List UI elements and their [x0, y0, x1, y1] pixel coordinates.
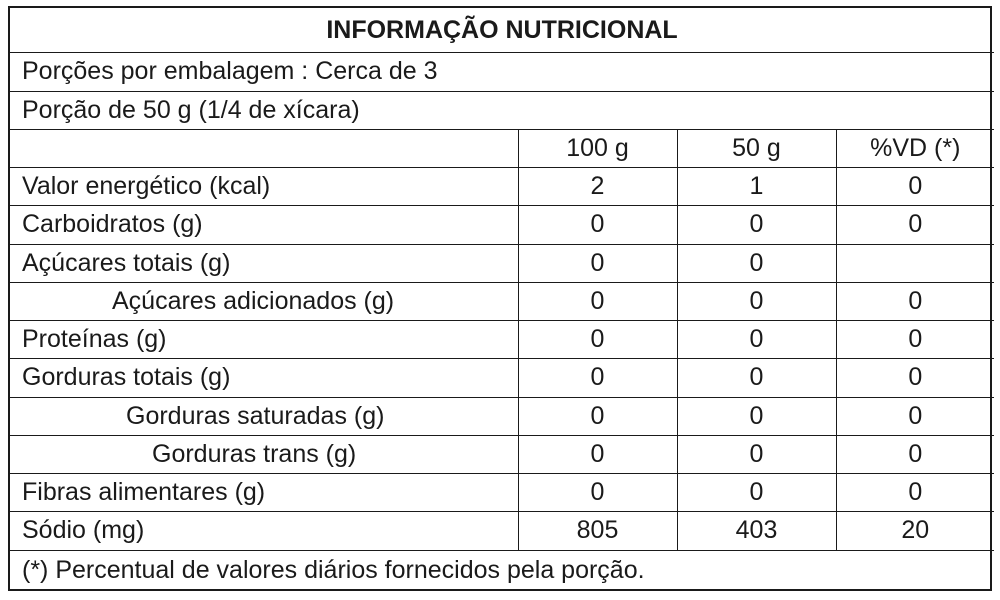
table-row	[10, 168, 994, 206]
value-50g: 0	[677, 359, 836, 397]
value-100g: 0	[518, 321, 677, 359]
value-100g: 0	[518, 244, 677, 282]
nutrient-name: Fibras alimentares (g)	[10, 474, 518, 512]
value-vd: 0	[836, 168, 994, 206]
value-vd: 0	[836, 474, 994, 512]
value-100g: 0	[518, 359, 677, 397]
nutrient-name: Sódio (mg)	[10, 512, 518, 550]
value-50g: 1	[677, 168, 836, 206]
column-header-vd: %VD (*)	[836, 129, 994, 167]
table-row	[10, 474, 994, 512]
value-50g: 0	[677, 244, 836, 282]
value-50g: 0	[677, 282, 836, 320]
value-vd: 0	[836, 397, 994, 435]
nutrient-name: Gorduras totais (g)	[10, 359, 518, 397]
serving-size: Porção de 50 g (1/4 de xícara)	[10, 91, 994, 129]
value-50g: 0	[677, 321, 836, 359]
value-100g: 805	[518, 512, 677, 550]
title-row	[10, 8, 994, 53]
nutrient-name: Gorduras saturadas (g)	[10, 397, 518, 435]
value-vd: 0	[836, 282, 994, 320]
nutrient-name: Carboidratos (g)	[10, 206, 518, 244]
value-50g: 0	[677, 206, 836, 244]
value-vd: 0	[836, 359, 994, 397]
footnote-row	[10, 550, 994, 589]
value-vd: 0	[836, 435, 994, 473]
value-50g: 0	[677, 435, 836, 473]
value-vd: 20	[836, 512, 994, 550]
value-100g: 0	[518, 397, 677, 435]
column-header-50g: 50 g	[677, 129, 836, 167]
value-50g: 403	[677, 512, 836, 550]
nutrient-name: Açúcares adicionados (g)	[10, 282, 518, 320]
value-vd: 0	[836, 321, 994, 359]
servings-row	[10, 53, 994, 91]
value-vd	[836, 244, 994, 282]
table-row	[10, 359, 994, 397]
value-50g: 0	[677, 397, 836, 435]
table-row	[10, 397, 994, 435]
header-empty-cell	[10, 129, 518, 167]
value-100g: 0	[518, 282, 677, 320]
value-100g: 2	[518, 168, 677, 206]
nutrient-name: Gorduras trans (g)	[10, 435, 518, 473]
nutrient-name: Valor energético (kcal)	[10, 168, 518, 206]
table-row	[10, 512, 994, 550]
column-header-100g: 100 g	[518, 129, 677, 167]
nutrient-name: Açúcares totais (g)	[10, 244, 518, 282]
column-header-row	[10, 129, 994, 167]
table-row	[10, 282, 994, 320]
table-row	[10, 244, 994, 282]
value-vd: 0	[836, 206, 994, 244]
value-50g: 0	[677, 474, 836, 512]
footnote: (*) Percentual de valores diários fornecidos pela porção.	[10, 550, 994, 589]
serving-size-row	[10, 91, 994, 129]
table-row	[10, 321, 994, 359]
table-title: INFORMAÇÃO NUTRICIONAL	[10, 8, 994, 53]
value-100g: 0	[518, 474, 677, 512]
nutrient-name: Proteínas (g)	[10, 321, 518, 359]
nutrition-table	[10, 8, 994, 589]
table-row	[10, 435, 994, 473]
value-100g: 0	[518, 206, 677, 244]
nutrition-facts-label	[8, 6, 992, 591]
value-100g: 0	[518, 435, 677, 473]
servings-per-package: Porções por embalagem : Cerca de 3	[10, 53, 994, 91]
table-row	[10, 206, 994, 244]
